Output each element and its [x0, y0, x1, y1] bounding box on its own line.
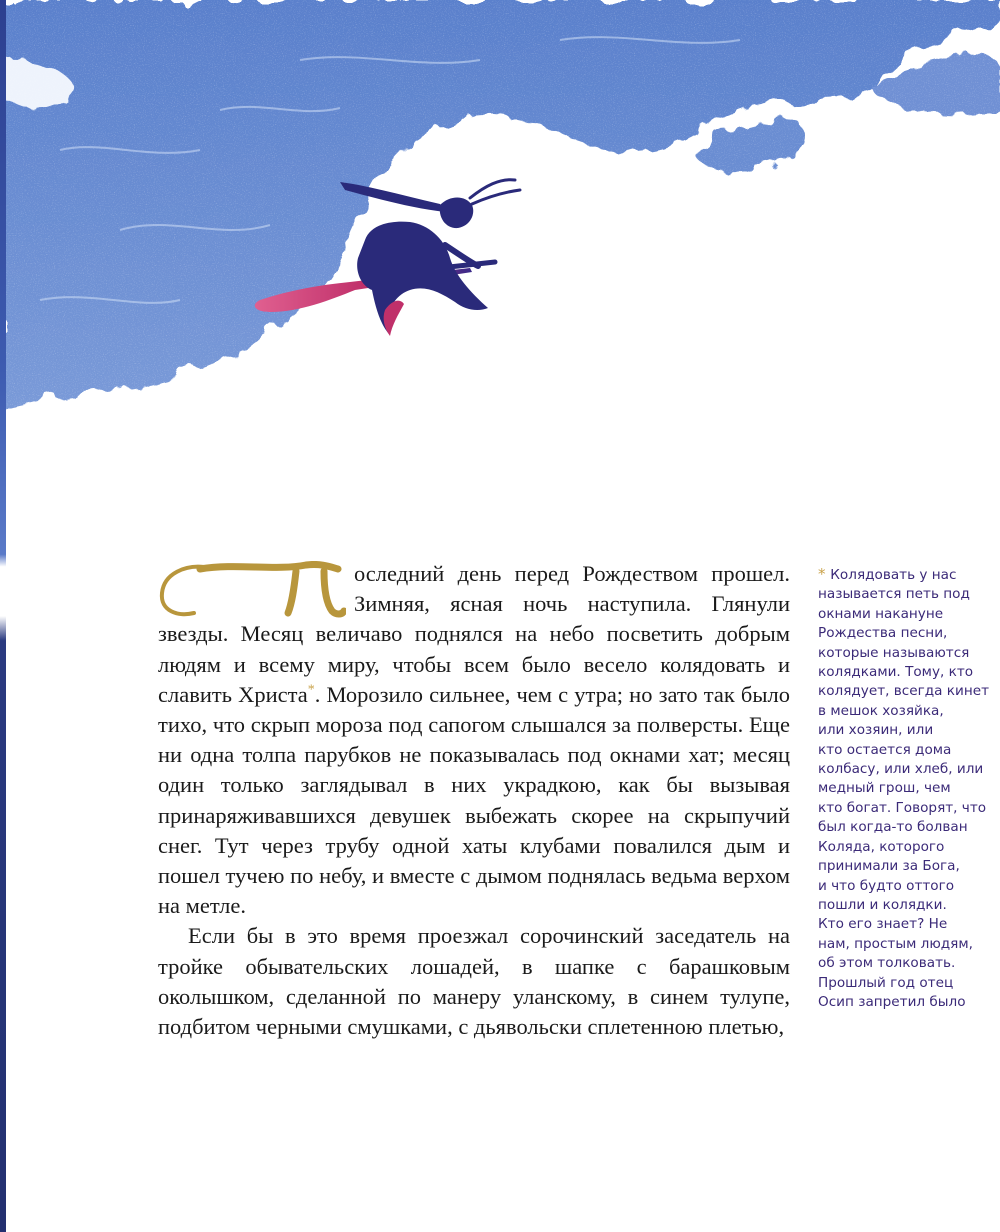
drop-cap — [156, 561, 346, 619]
paragraph-1 — [158, 559, 790, 921]
story-text — [158, 559, 790, 1042]
sidenote-text: колбасу, или хлеб, или — [818, 761, 984, 778]
drop-cap-flourish — [156, 561, 346, 619]
sidenote-text: нам, простым людям, — [818, 935, 973, 952]
sidenote-line — [818, 721, 988, 740]
sidenote-line — [818, 779, 988, 798]
sidenote-line — [818, 993, 988, 1012]
sidenote-line — [818, 702, 988, 721]
sidenote-line — [818, 974, 988, 993]
sidenote-line — [818, 818, 988, 837]
paragraph-1-start: оследний день перед Рождеством прошел. Зимняя, ясная ночь наступила. Глянули звезды. Месяц величаво поднялся на небо посветить добрым людям и всему миру, чтобы всем было весело колядовать и славить Христа — [158, 561, 790, 707]
sidenote-text: и что будто оттого — [818, 877, 955, 894]
sidenote-line — [818, 565, 988, 585]
paragraph-2: Если бы в это время проезжал сорочинский заседатель на тройке обывательских лошадей, в шапке с барашковым околышком, сделанной по манеру уланскому, в синем тулупе, подбитом черными смушками, с дьявольски сплетенною плетью, — [158, 923, 790, 1040]
sidenote-line — [818, 644, 988, 663]
sidenote-text: называется петь под — [818, 586, 970, 603]
sidenote-line — [818, 741, 988, 760]
sidenote-line — [818, 799, 988, 818]
sidenote-marker: * — [818, 565, 831, 583]
sidenote-line — [818, 682, 988, 701]
night-sky-illustration — [0, 0, 1000, 470]
witch-hair — [470, 180, 520, 204]
sidenote-text: об этом толковать. — [818, 955, 956, 972]
sidenote-text: Кто его знает? Не — [818, 916, 948, 933]
sidenote-text: Осип запретил было — [818, 993, 966, 1010]
sidenote-text: был когда-то болван — [818, 819, 968, 836]
sidenote-text: которые называются — [818, 644, 970, 661]
page-edge-strip — [0, 0, 6, 1232]
sidenote-line — [818, 838, 988, 857]
footnote-marker[interactable]: * — [307, 682, 315, 698]
sidenote-text: пошли и колядки. — [818, 896, 947, 913]
sidenote-line — [818, 624, 988, 643]
witch-body — [357, 222, 488, 335]
sidenote-text: Колядовать у нас — [830, 567, 957, 583]
sidenote-line — [818, 935, 988, 954]
sky-texture — [0, 0, 1000, 410]
sidenote-text: или хозяин, или — [818, 722, 934, 739]
sidenote-text: колядками. Тому, кто — [818, 664, 974, 681]
sidenote-line — [818, 760, 988, 779]
sidenote-line — [818, 877, 988, 896]
sidenote-text: принимали за Бога, — [818, 858, 960, 875]
sidenote-text: в мешок хозяйка, — [818, 702, 944, 719]
sidenote-line — [818, 857, 988, 876]
sidenote-text: кто богат. Говорят, что — [818, 799, 987, 816]
footnote-sidebar — [818, 565, 988, 1012]
sidenote-text: Коляда, которого — [818, 838, 945, 855]
sidenote-line — [818, 585, 988, 604]
sidenote-text: окнами накануне — [818, 605, 944, 622]
witch-head — [440, 198, 474, 229]
sidenote-text: медный грош, чем — [818, 780, 951, 797]
sidenote-text: Прошлый год отец — [818, 974, 954, 991]
sidenote-text: колядует, всегда кинет — [818, 683, 990, 700]
sidenote-text: кто остается дома — [818, 741, 952, 758]
sidenote-line — [818, 605, 988, 624]
sidenote-line — [818, 954, 988, 973]
sidenote-text: Рождества песни, — [818, 625, 948, 642]
sidenote-line — [818, 663, 988, 682]
sidenote-line — [818, 915, 988, 934]
paragraph-1-end: . Морозило сильнее, чем с утра; но зато так было тихо, что скрып мороза под сапогом слышался за полверсты. Еще ни одна толпа парубков не показывалась под окнами хат; месяц один только заглядывал в них украдкою, как бы вызывая принаряживавшихся девушек выбежать скорее на скрыпучий снег. Тут через трубу одной хаты клубами повалился дым и пошел тучею по небу, и вместе с дымом поднялась ведьма верхом на метле. — [158, 681, 790, 919]
sidenote-line — [818, 896, 988, 915]
